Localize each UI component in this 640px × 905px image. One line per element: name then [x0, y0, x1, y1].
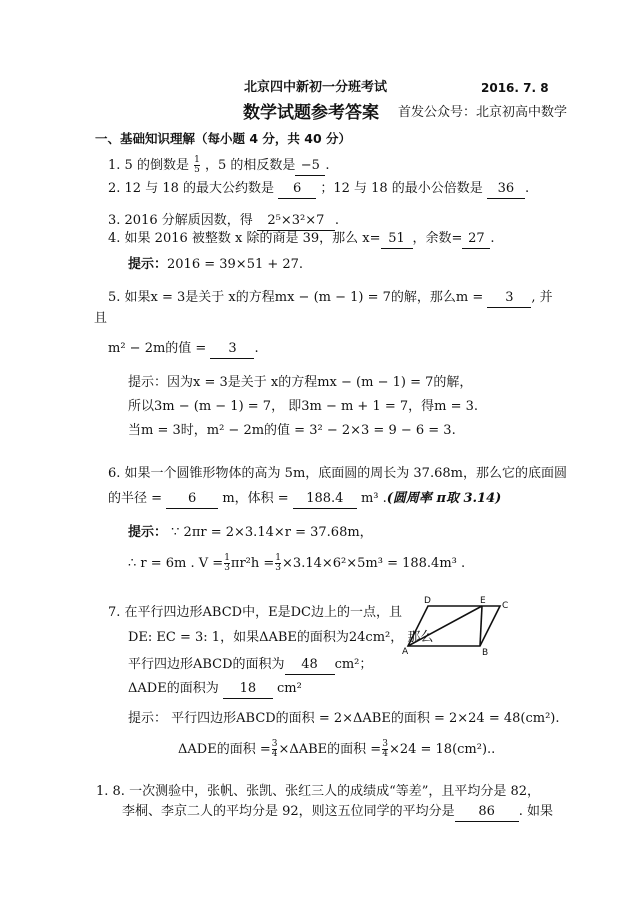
parallelogram-abcd	[408, 606, 500, 646]
fraction-one-fifth: $\frac{1}{5}$	[194, 155, 200, 175]
answer-blank: 2⁵×3²×7	[257, 212, 335, 231]
question-7-line4: ΔADE的面积为 18 cm²	[128, 680, 302, 699]
hint-7-line2: ΔADE的面积 = $\frac{3}{4}$ ×ΔABE的面积 = $\frac{3}{4}$ ×24 = 18(cm²)..	[178, 739, 496, 759]
label-e: E	[480, 596, 486, 606]
question-5-part2: m² − 2m的值 = 3 .	[108, 340, 259, 359]
answer-blank: 6	[166, 490, 218, 509]
answer-blank: 86	[455, 803, 519, 822]
parallelogram-figure	[400, 596, 520, 656]
fraction-three-quarters: $\frac{3}{4}$	[271, 739, 278, 759]
label-a: A	[402, 647, 409, 656]
answer-blank: −5	[295, 157, 325, 176]
fraction-one-third: $\frac{1}{3}$	[224, 553, 230, 573]
label-b: B	[482, 648, 489, 656]
question-8-line2: 李桐、李京二人的平均分是 92，则这五位同学的平均分是 86 . 如果	[122, 803, 553, 822]
hint-7-line1: 提示： 平行四边形ABCD的面积 = 2×ΔABE的面积 = 2×24 = 48(cm²).	[128, 711, 560, 726]
answer-title: 数学试题参考答案	[243, 103, 379, 123]
label-d: D	[424, 596, 431, 606]
answer-blank: 48	[285, 656, 335, 675]
question-6-line1: 6. 如果一个圆锥形物体的高为 5m，底面圆的周长为 37.68m，那么它的底面圆	[108, 466, 567, 481]
segment-ae	[408, 606, 482, 646]
hint-6-line1: 提示： ∵ 2πr = 2×3.14×r = 37.68m，	[128, 525, 373, 540]
question-8-line1: 1. 8. 一次测验中，张帆、张凯、张红三人的成绩成“等差”，且平均分是 82，	[96, 784, 541, 799]
answer-blank: 3	[487, 289, 531, 308]
exam-date: 2016. 7. 8	[481, 81, 549, 95]
question-7-line2: DE: EC = 3: 1，如果ΔABE的面积为24cm²， 那么	[128, 630, 434, 645]
question-7-line3: 平行四边形ABCD的面积为 48 cm²；	[128, 656, 372, 675]
hint-6-line2: ∴ r = 6m . V = $\frac{1}{3}$ πr²h = $\frac{1}{3}$ ×3.14×6²×5m³ = 188.4m³ .	[128, 553, 466, 573]
source-note: 首发公众号：北京初高中数学	[398, 105, 568, 120]
question-1: 1. 5 的倒数是 $\frac{1}{5}$ ，5 的相反数是 −5 .	[108, 155, 330, 175]
answer-blank: 36	[487, 180, 525, 199]
question-5: 5. 如果x = 3是关于 x的方程mx − (m − 1) = 7的解，那么m = 3 , 并	[108, 289, 553, 308]
segment-eb	[480, 606, 482, 646]
fraction-one-third: $\frac{1}{3}$	[275, 553, 282, 573]
question-7-line1: 7. 在平行四边形ABCD中，E是DC边上的一点，且	[108, 605, 402, 620]
label-c: C	[502, 601, 509, 611]
hint-5-line1: 提示：因为x = 3是关于 x的方程mx − (m − 1) = 7的解，	[128, 375, 473, 390]
answer-blank: 51	[381, 230, 413, 249]
question-5-continued: 且	[94, 311, 108, 326]
hint-4: 提示：2016 = 39×51 + 27.	[128, 257, 304, 272]
question-6-line2: 的半径 = 6 m，体积 = 188.4 m³ .(圆周率 π取 3.14)	[108, 490, 501, 509]
exam-title: 北京四中新初一分班考试	[244, 80, 388, 95]
question-2: 2. 12 与 18 的最大公约数是 6 ；12 与 18 的最小公倍数是 36 .	[108, 180, 529, 199]
answer-blank: 188.4	[293, 490, 357, 509]
answer-blank: 6	[278, 180, 316, 199]
hint-5-line3: 当m = 3时，m² − 2m的值 = 3² − 2×3 = 9 − 6 = 3.	[128, 423, 456, 438]
question-4: 4. 如果 2016 被整数 x 除的商是 39，那么 x= 51 ，余数= 27 .	[108, 230, 495, 249]
answer-blank: 27	[462, 230, 490, 249]
section-heading: 一、基础知识理解（每小题 4 分，共 40 分）	[95, 131, 352, 146]
answer-blank: 3	[210, 340, 254, 359]
question-3: 3. 2016 分解质因数，得 2⁵×3²×7 .	[108, 212, 339, 231]
hint-5-line2: 所以3m − (m − 1) = 7， 即3m − m + 1 = 7，得m = 3.	[128, 399, 479, 414]
answer-blank: 18	[223, 680, 273, 699]
fraction-three-quarters: $\frac{3}{4}$	[382, 739, 388, 759]
